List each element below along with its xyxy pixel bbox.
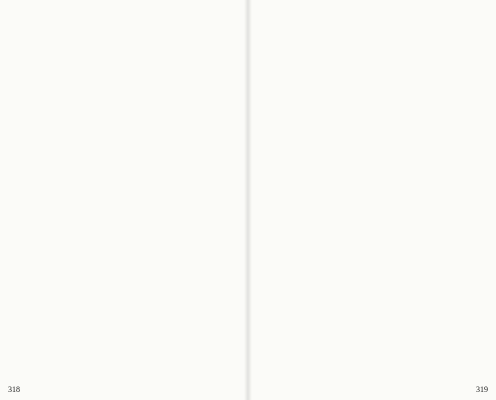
paragraph <box>6 7 240 70</box>
paragraph <box>256 106 490 115</box>
page-number: 319 <box>476 385 488 394</box>
paragraph <box>6 241 240 268</box>
paragraph <box>256 286 490 295</box>
paragraph <box>256 340 490 349</box>
paragraph <box>256 304 490 322</box>
paragraph <box>256 178 490 187</box>
paragraph <box>256 151 490 160</box>
paragraph <box>6 70 240 178</box>
paragraph <box>6 268 240 313</box>
paragraph <box>6 349 240 367</box>
paragraph <box>6 214 240 241</box>
paragraph <box>256 295 490 304</box>
paragraph <box>256 160 490 178</box>
paragraph <box>256 7 490 61</box>
right-page-text <box>256 7 490 383</box>
paragraph <box>256 187 490 232</box>
paragraph <box>6 367 240 376</box>
paragraph <box>256 358 490 376</box>
paragraph <box>256 349 490 358</box>
paragraph <box>256 142 490 151</box>
paragraph <box>256 115 490 142</box>
paragraph <box>256 376 490 383</box>
paragraph <box>256 268 490 286</box>
paragraph <box>256 61 490 106</box>
right-page <box>248 0 496 400</box>
left-page-text <box>6 7 240 383</box>
paragraph <box>6 178 240 214</box>
paragraph <box>256 232 490 268</box>
page-number: 318 <box>8 385 20 394</box>
paragraph <box>256 322 490 340</box>
paragraph <box>6 313 240 349</box>
